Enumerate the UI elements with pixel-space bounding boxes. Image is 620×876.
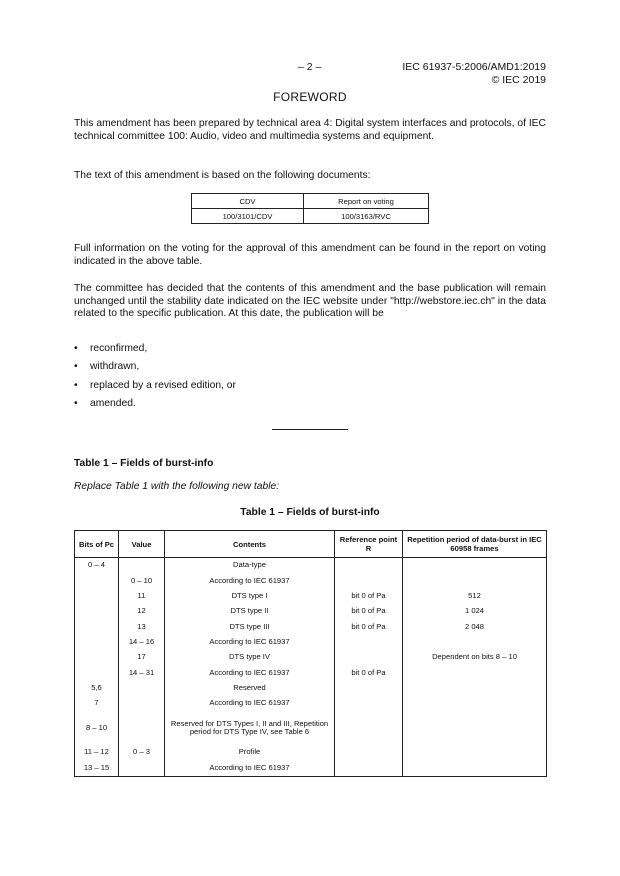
repetition-cell: [403, 760, 547, 776]
column-header-value: Value: [119, 531, 165, 558]
contents-cell: According to IEC 61937: [165, 634, 335, 649]
contents-cell: According to IEC 61937: [165, 665, 335, 680]
value-cell: [119, 760, 165, 776]
table-row: [75, 589, 547, 604]
bullet-icon: •: [74, 398, 78, 410]
voting-table-header-report: Report on voting: [303, 194, 428, 209]
repetition-cell: [403, 696, 547, 711]
section-divider: [272, 429, 348, 430]
bits-cell: [75, 619, 119, 634]
reference-cell: [335, 680, 403, 695]
column-header-reference: Reference point R: [335, 531, 403, 558]
bits-cell: [75, 589, 119, 604]
voting-table-cdv-ref: 100/3101/CDV: [192, 209, 304, 224]
burst-info-table-body: [75, 558, 547, 777]
value-cell: 0 – 3: [119, 745, 165, 760]
documents-intro: The text of this amendment is based on the following documents:: [74, 170, 371, 181]
repetition-cell: 2 048: [403, 619, 547, 634]
reference-cell: [335, 760, 403, 776]
contents-cell: DTS type II: [165, 604, 335, 619]
reference-cell: [335, 745, 403, 760]
contents-cell: According to IEC 61937: [165, 573, 335, 588]
foreword-intro: This amendment has been prepared by technical area 4: Digital system interfaces and protocols, of IEC technical committee 100: Audio, video and multimedia systems and equipment.: [74, 118, 546, 142]
contents-cell: Profile: [165, 745, 335, 760]
bits-cell: 8 – 10: [75, 711, 119, 745]
table-row: [75, 745, 547, 760]
value-cell: 14 – 31: [119, 665, 165, 680]
burst-info-table: [74, 530, 547, 777]
bits-cell: [75, 665, 119, 680]
contents-cell: Reserved: [165, 680, 335, 695]
table-row: [75, 696, 547, 711]
column-header-bits: Bits of Pc: [75, 531, 119, 558]
value-cell: 14 – 16: [119, 634, 165, 649]
reference-cell: bit 0 of Pa: [335, 619, 403, 634]
repetition-cell: [403, 573, 547, 588]
bits-cell: [75, 650, 119, 665]
reference-cell: [335, 558, 403, 574]
table-row: [75, 604, 547, 619]
bullet-icon: •: [74, 379, 78, 391]
voting-documents-table: [191, 193, 429, 224]
reference-cell: bit 0 of Pa: [335, 604, 403, 619]
contents-cell: DTS type IV: [165, 650, 335, 665]
bits-cell: 0 – 4: [75, 558, 119, 574]
contents-cell: DTS type III: [165, 619, 335, 634]
publication-outcome-list: [74, 342, 236, 416]
table-row: [75, 665, 547, 680]
value-cell: [119, 711, 165, 745]
bits-cell: 13 – 15: [75, 760, 119, 776]
repetition-cell: [403, 665, 547, 680]
table-row: [75, 634, 547, 649]
value-cell: 11: [119, 589, 165, 604]
repetition-cell: [403, 711, 547, 745]
voting-table-header-cdv: CDV: [192, 194, 304, 209]
table-row: [75, 760, 547, 776]
bits-cell: [75, 604, 119, 619]
table-row: [75, 680, 547, 695]
contents-cell: Reserved for DTS Types I, II and III, Repetition period for DTS Type IV, see Table 6: [165, 711, 335, 745]
column-header-repetition: Repetition period of data-burst in IEC 60958 frames: [403, 531, 547, 558]
document-id: IEC 61937-5:2006/AMD1:2019: [402, 61, 546, 73]
table-row: [75, 650, 547, 665]
reference-cell: bit 0 of Pa: [335, 589, 403, 604]
repetition-cell: Dependent on bits 8 – 10: [403, 650, 547, 665]
table-row: [75, 711, 547, 745]
copyright-notice: © IEC 2019: [491, 73, 546, 86]
bits-cell: 11 – 12: [75, 745, 119, 760]
page-number: – 2 –: [298, 61, 322, 73]
list-item: • replaced by a revised edition, or: [74, 379, 236, 391]
table-row: [75, 558, 547, 574]
bits-cell: 5,6: [75, 680, 119, 695]
table-row: [75, 619, 547, 634]
reference-cell: [335, 696, 403, 711]
column-header-contents: Contents: [165, 531, 335, 558]
voting-info: Full information on the voting for the approval of this amendment can be found in the report on voting indicated in the above table.: [74, 243, 546, 267]
value-cell: 17: [119, 650, 165, 665]
reference-cell: bit 0 of Pa: [335, 665, 403, 680]
value-cell: [119, 680, 165, 695]
reference-cell: [335, 711, 403, 745]
table1-heading: Table 1 – Fields of burst-info: [74, 458, 214, 469]
contents-cell: According to IEC 61937: [165, 760, 335, 776]
bullet-icon: •: [74, 361, 78, 373]
contents-cell: DTS type I: [165, 589, 335, 604]
list-item: • amended.: [74, 398, 136, 410]
repetition-cell: 1 024: [403, 604, 547, 619]
bits-cell: [75, 634, 119, 649]
repetition-cell: [403, 634, 547, 649]
list-item: • reconfirmed,: [74, 343, 148, 354]
value-cell: 0 – 10: [119, 573, 165, 588]
repetition-cell: [403, 745, 547, 760]
bits-cell: 7: [75, 696, 119, 711]
bits-cell: [75, 573, 119, 588]
voting-table-header-row: [192, 194, 429, 209]
reference-cell: [335, 573, 403, 588]
voting-table-rvc-ref: 100/3163/RVC: [303, 209, 428, 224]
value-cell: [119, 696, 165, 711]
table-header-row: [75, 531, 547, 558]
value-cell: 13: [119, 619, 165, 634]
contents-cell: Data-type: [165, 558, 335, 574]
contents-cell: According to IEC 61937: [165, 696, 335, 711]
list-item: • withdrawn,: [74, 361, 140, 373]
stability-statement: The committee has decided that the contents of this amendment and the base publication will remain unchanged until the stability date indicated on the IEC website under "http://webstore.iec.ch" in the data related to the specific publication. At this date, the publication will be: [74, 283, 546, 320]
repetition-cell: 512: [403, 589, 547, 604]
repetition-cell: [403, 558, 547, 574]
table1-caption: Table 1 – Fields of burst-info: [240, 507, 380, 518]
repetition-cell: [403, 680, 547, 695]
table1-instruction: Replace Table 1 with the following new table:: [74, 481, 280, 492]
foreword-title: FOREWORD: [273, 90, 347, 104]
page-header: [74, 61, 546, 87]
value-cell: [119, 558, 165, 574]
document-reference: [402, 61, 546, 86]
voting-table-data-row: [192, 209, 429, 224]
reference-cell: [335, 634, 403, 649]
value-cell: 12: [119, 604, 165, 619]
table-row: [75, 573, 547, 588]
reference-cell: [335, 650, 403, 665]
bullet-icon: •: [74, 343, 78, 354]
